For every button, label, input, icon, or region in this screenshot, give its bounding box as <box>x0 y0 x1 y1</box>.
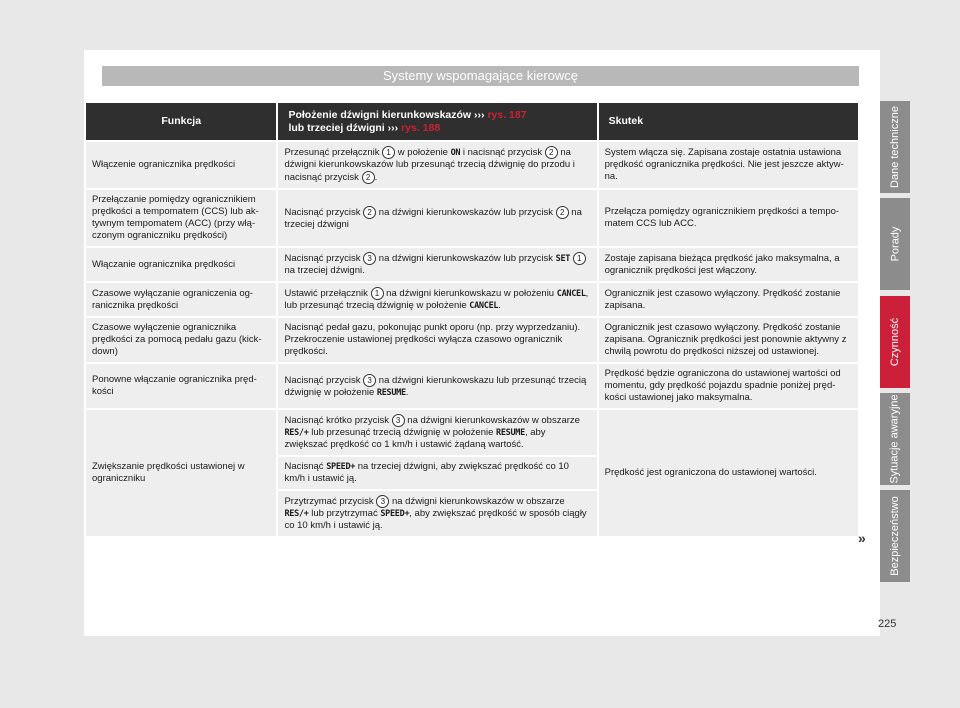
effect-cell: Przełącza pomiędzy ogranicznikiem prędkości a tempo-matem CCS lub ACC. <box>599 190 858 246</box>
text: na dźwigni kierunkowskazu w położeniu <box>383 288 557 300</box>
number-badge: 1 <box>382 146 395 159</box>
text: na dźwigni kierunkowskazów w obszarze <box>389 496 565 508</box>
key-label: SPEED+ <box>326 462 356 473</box>
tab-label: Sytuacje awaryjne <box>889 394 901 484</box>
position-cell <box>278 248 596 281</box>
continue-icon: » <box>858 530 866 546</box>
position-cell: Nacisnąć pedał gazu, pokonując punkt oporu (np. przy wyprzedzaniu). Przekroczenie ustawionej prędkości wyłącza czasowo ogranicznik prędkości. <box>278 318 596 362</box>
effect-cell: Zostaje zapisana bieżąca prędkość jako maksymalna, a ogranicznik prędkości jest włączony. <box>599 248 858 281</box>
function-cell: Zwiększanie prędkości ustawionej w ograniczniku <box>86 410 276 536</box>
key-label: SPEED+ <box>380 509 410 520</box>
tab-label: Czynność <box>889 317 902 367</box>
figure-ref-187[interactable]: rys. 187 <box>487 108 527 121</box>
number-badge: 2 <box>362 171 375 184</box>
key-label: SET <box>555 254 571 265</box>
text: na dźwigni kierunkowskazów w obszarze <box>404 415 580 427</box>
function-table <box>84 101 860 538</box>
col2-text-b: lub trzeciej dźwigni <box>288 121 388 134</box>
function-cell: Czasowe wyłączanie ograniczenia og-ranicznika prędkości <box>86 283 276 316</box>
text: , lub przesunąć trzecią dźwignię w położenie <box>284 288 589 312</box>
text: . <box>498 300 501 312</box>
position-cell <box>278 491 596 536</box>
function-cell: Ponowne włączanie ogranicznika pręd-kości <box>86 364 276 408</box>
page-number: 225 <box>878 618 897 630</box>
text: w położenie <box>395 147 451 159</box>
table-row <box>86 190 858 246</box>
key-label: CANCEL <box>556 289 586 300</box>
text: na dźwigni kierunkowskazów lub przesunąć trzecią dźwignię do przodu i nacisnąć przycisk <box>284 147 575 184</box>
text: Przesunąć przełącznik <box>284 147 383 159</box>
col-header-function: Funkcja <box>86 103 276 140</box>
position-cell <box>278 410 596 455</box>
number-badge: 3 <box>363 252 376 265</box>
number-badge: 1 <box>573 252 586 265</box>
key-label: CANCEL <box>469 301 499 312</box>
text: , aby zwiększać prędkość co 1 km/h i ustawić żądaną wartość. <box>284 427 546 451</box>
col-header-position <box>278 103 596 140</box>
tab-bezpieczenstwo[interactable] <box>880 490 910 582</box>
table-row <box>86 318 858 362</box>
text: na dźwigni kierunkowskazów lub przycisk <box>376 253 556 265</box>
text: Nacisnąć krótko przycisk <box>284 415 392 427</box>
number-badge: 2 <box>363 206 376 219</box>
number-badge: 2 <box>556 206 569 219</box>
position-cell <box>278 190 596 246</box>
text: . <box>374 172 378 184</box>
function-cell: Czasowe wyłączenie ogranicznika prędkości za pomocą pedału gazu (kick-down) <box>86 318 276 362</box>
tab-label: Porady <box>889 226 902 262</box>
effect-cell: Prędkość będzie ograniczona do ustawionej wartości od momentu, gdy prędkość pojazdu spadnie poniżej pręd-kości ustawionej jako maksymalna. <box>599 364 858 408</box>
tab-label: Bezpieczeństwo <box>889 496 901 576</box>
text: Ustawić przełącznik <box>284 288 371 300</box>
text: na trzeciej dźwigni. <box>284 265 365 277</box>
text: lub przesunąć trzecią dźwignię w położenie <box>308 427 497 439</box>
text: na trzeciej dźwigni, aby zwiększać prędkość co 10 km/h i ustawić ją. <box>284 461 569 485</box>
function-cell: Włączenie ogranicznika prędkości <box>86 142 276 188</box>
arrow-icon: ››› <box>387 121 399 134</box>
table-row <box>86 283 858 316</box>
number-badge: 3 <box>376 495 389 508</box>
col-header-effect: Skutek <box>599 103 858 140</box>
position-cell <box>278 142 596 188</box>
function-cell: Włączanie ogranicznika prędkości <box>86 248 276 281</box>
text: Nacisnąć przycisk <box>284 374 364 386</box>
section-header: Systemy wspomagające kierowcę <box>102 66 859 86</box>
effect-cell: Prędkość jest ograniczona do ustawionej wartości. <box>599 410 858 536</box>
tab-sytuacje-awaryjne[interactable] <box>880 393 910 485</box>
number-badge: 3 <box>363 374 376 387</box>
text: Nacisnąć <box>284 461 327 473</box>
table-row <box>86 248 858 281</box>
table-row <box>86 364 858 408</box>
text: i nacisnąć przycisk <box>460 147 545 159</box>
table-row <box>86 142 858 188</box>
table-row <box>86 410 858 455</box>
text: , aby zwiększać prędkość w sposób ciągły co 10 km/h i ustawić ją. <box>284 508 587 532</box>
text: na dźwigni kierunkowskazu lub przesunąć trzecią dźwignię w położenie <box>284 374 587 398</box>
effect-cell: Ogranicznik jest czasowo wyłączony. Prędkość zostanie zapisana. <box>599 283 858 316</box>
text: Nacisnąć przycisk <box>284 206 364 218</box>
table-header-row <box>86 103 858 140</box>
key-label: RES/+ <box>284 428 309 439</box>
key-label: RESUME <box>376 387 406 398</box>
text: . <box>405 386 409 398</box>
number-badge: 2 <box>545 146 558 159</box>
text: na trzeciej dźwigni <box>284 206 582 230</box>
position-cell <box>278 364 596 408</box>
number-badge: 1 <box>371 287 384 300</box>
figure-ref-188[interactable]: rys. 188 <box>401 121 441 134</box>
function-cell: Przełączanie pomiędzy ogranicznikiem prędkości a tempomatem (CCS) lub ak-tywnym tempomatem (ACC) (przy włą-czonym ograniczniku prędkości) <box>86 190 276 246</box>
tab-czynnosc[interactable] <box>880 296 910 388</box>
position-cell <box>278 457 596 489</box>
tab-porady[interactable] <box>880 198 910 290</box>
text: na dźwigni kierunkowskazów lub przycisk <box>376 206 556 218</box>
key-label: ON <box>450 148 461 159</box>
effect-cell: Ogranicznik jest czasowo wyłączony. Prędkość zostanie zapisana. Ogranicznik prędkości jest ponownie aktywny z chwilą powrotu do prędkości niższej od ustawionej. <box>599 318 858 362</box>
text: Nacisnąć przycisk <box>284 253 364 265</box>
effect-cell: System włącza się. Zapisana zostaje ostatnia ustawiona prędkość ogranicznika prędkości. Nie jest jeszcze aktyw-na. <box>599 142 858 188</box>
tab-label: Dane techniczne <box>889 106 902 188</box>
tab-dane-techniczne[interactable] <box>880 101 910 193</box>
key-label: RESUME <box>496 428 525 439</box>
arrow-icon: ››› <box>474 108 485 121</box>
key-label: RES/+ <box>284 509 309 520</box>
position-cell <box>278 283 596 316</box>
text: Przytrzymać przycisk <box>284 496 377 508</box>
number-badge: 3 <box>392 414 405 427</box>
text: lub przytrzymać <box>308 508 381 520</box>
col2-text-a: Położenie dźwigni kierunkowskazów <box>288 108 475 121</box>
